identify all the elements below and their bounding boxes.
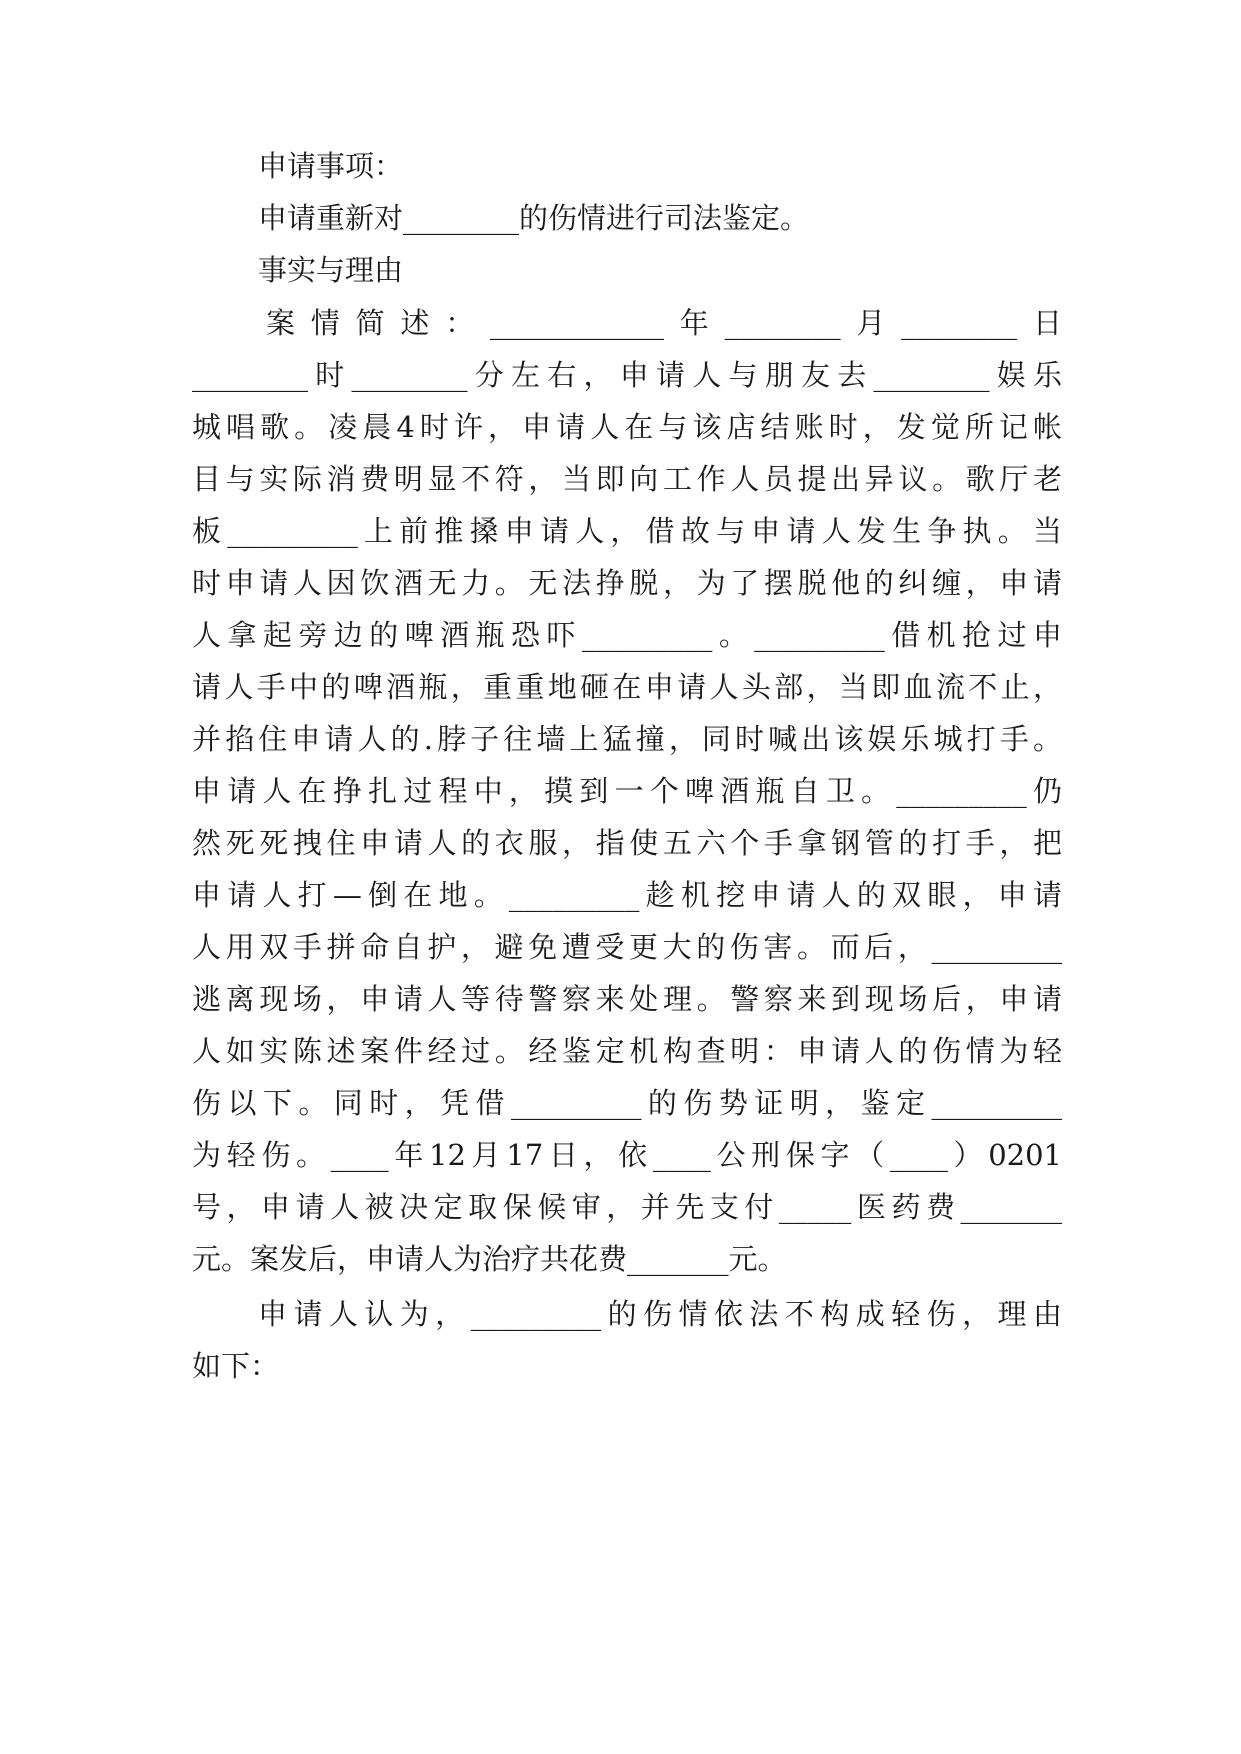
body-line: 逃离现场，申请人等待警察来处理。警察来到现场后，申请 bbox=[192, 982, 1062, 1016]
body-line: 申请人在挣扎过程中，摸到一个啤酒瓶自卫。_________仍 bbox=[192, 774, 1062, 808]
body-line: 伤以下。同时，凭借_________的伤势证明，鉴定_________ bbox=[192, 1086, 1062, 1120]
heading-facts-and-reasons: 事实与理由 bbox=[258, 253, 404, 287]
body-line-last: 元。案发后，申请人为治疗共花费_______元。 bbox=[192, 1242, 787, 1276]
case-summary-line: 案情简述：____________年________月________日 bbox=[266, 306, 1062, 340]
body-line: 人用双手拼命自护，避免遭受更大的伤害。而后，_________ bbox=[192, 930, 1062, 964]
body-line: 并掐住申请人的.脖子往墙上猛撞，同时喊出该娱乐城打手。 bbox=[192, 722, 1062, 756]
heading-application-items: 申请事项： bbox=[258, 149, 404, 183]
body-line: 然死死拽住申请人的衣服，指使五六个手拿钢管的打手，把 bbox=[192, 826, 1062, 860]
body-line: 申请人打—倒在地。_________趁机挖申请人的双眼，申请 bbox=[192, 878, 1062, 912]
body-line: 城唱歌。凌晨4时许，申请人在与该店结账时，发觉所记帐 bbox=[192, 410, 1062, 444]
body-line: 人如实陈述案件经过。经鉴定机构查明：申请人的伤情为轻 bbox=[192, 1034, 1062, 1068]
body-line: 请人手中的啤酒瓶，重重地砸在申请人头部，当即血流不止， bbox=[192, 670, 1062, 704]
opinion-line: 申请人认为，_________的伤情依法不构成轻伤，理由 bbox=[258, 1297, 1062, 1331]
body-line: 号，申请人被决定取保候审，并先支付_____医药费_______ bbox=[192, 1190, 1062, 1224]
body-line: 目与实际消费明显不符，当即向工作人员提出异议。歌厅老 bbox=[192, 462, 1062, 496]
opinion-line-last: 如下： bbox=[192, 1349, 280, 1383]
body-line: 为轻伤。____年12月17日，依____公刑保字（____）0201 bbox=[192, 1138, 1062, 1172]
body-line: 板_________上前推搡申请人，借故与申请人发生争执。当 bbox=[192, 514, 1062, 548]
body-line: 时申请人因饮酒无力。无法挣脱，为了摆脱他的纠缠，申请 bbox=[192, 566, 1062, 600]
body-line: ________时________分左右，申请人与朋友去________娱乐 bbox=[192, 358, 1062, 392]
body-line: 人拿起旁边的啤酒瓶恐吓_________。_________借机抢过申 bbox=[192, 618, 1062, 652]
request-text: 申请重新对________的伤情进行司法鉴定。 bbox=[258, 201, 810, 235]
